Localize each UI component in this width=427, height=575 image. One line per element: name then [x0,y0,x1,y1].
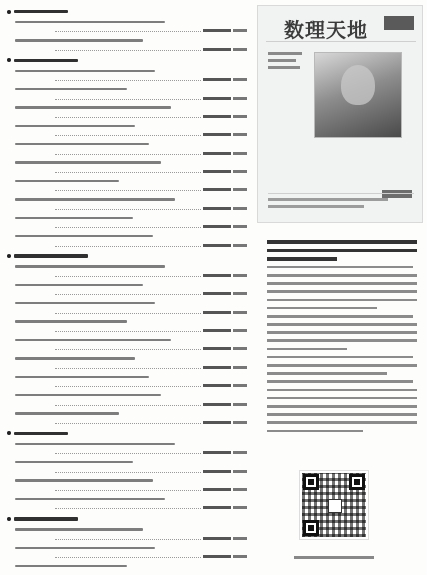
leader-dots [55,80,201,81]
cover-caption [268,52,304,73]
toc-section-heading [7,252,247,261]
toc-entry[interactable] [7,299,247,307]
entry-page [233,311,247,314]
toc-entry-meta [7,382,247,390]
entry-title [15,265,165,267]
entry-page [233,274,247,277]
toc-entry[interactable] [7,36,247,44]
entry-page [233,384,247,387]
leader-dots [55,276,201,277]
entry-author [203,403,231,406]
section-bullet-icon [7,58,11,62]
leader-dots [55,313,201,314]
entry-page [233,97,247,100]
toc-entry-meta [7,223,247,231]
leader-dots [55,31,201,32]
leader-dots [55,453,201,454]
entry-title [15,339,171,341]
toc-entry[interactable] [7,409,247,417]
toc-entry[interactable] [7,195,247,203]
entry-page [233,451,247,454]
entry-title [15,565,127,567]
qr-code[interactable] [300,471,368,539]
entry-title [15,376,149,378]
entry-author [203,274,231,277]
toc-entry[interactable] [7,317,247,325]
entry-page [233,78,247,81]
entry-page [233,115,247,118]
entry-page [233,244,247,247]
toc-section-heading [7,429,247,438]
entry-page [233,152,247,155]
leader-dots [55,368,201,369]
toc-entry-meta [7,553,247,561]
table-of-contents [7,4,247,571]
entry-title [15,498,165,500]
toc-entry[interactable] [7,336,247,344]
toc-section-heading [7,7,247,16]
magazine-cover [257,5,423,223]
section-title [14,517,78,520]
toc-entry[interactable] [7,439,247,447]
entry-title [15,70,155,72]
toc-entry-meta [7,204,247,212]
entry-title [15,21,165,23]
entry-page [233,133,247,136]
qr-caption [278,544,390,563]
leader-dots [55,246,201,247]
entry-title [15,198,175,200]
toc-entry[interactable] [7,103,247,111]
leader-dots [55,386,201,387]
toc-entry-meta [7,271,247,279]
entry-page [233,292,247,295]
entry-title [15,88,127,90]
toc-entry-meta [7,308,247,316]
section-title [14,59,78,62]
entry-title [15,143,149,145]
qr-finder [349,474,365,490]
section-title [14,432,68,435]
toc-entry[interactable] [7,372,247,380]
entry-page [233,537,247,540]
entry-title [15,461,133,463]
entry-page [233,170,247,173]
entry-author [203,244,231,247]
entry-title [15,357,135,359]
entry-author [203,311,231,314]
entry-page [233,366,247,369]
entry-author [203,97,231,100]
cover-portrait-image [314,52,402,138]
leader-dots [55,117,201,118]
entry-author [203,366,231,369]
cover-masthead [266,12,416,42]
toc-entry-meta [7,418,247,426]
entry-page [233,225,247,228]
entry-title [15,547,155,549]
toc-entry[interactable] [7,140,247,148]
entry-title [15,284,143,286]
leader-dots [55,472,201,473]
toc-entry-meta [7,45,247,53]
entry-page [233,555,247,558]
entry-author [203,133,231,136]
entry-title [15,394,161,396]
entry-author [203,207,231,210]
entry-page [233,347,247,350]
leader-dots [55,190,201,191]
toc-entry[interactable] [7,354,247,362]
entry-author [203,225,231,228]
leader-dots [55,539,201,540]
entry-title [15,443,175,445]
entry-author [203,170,231,173]
toc-section-heading [7,56,247,65]
toc-entry-meta [7,485,247,493]
toc-entry[interactable] [7,18,247,26]
section-bullet-icon [7,10,11,14]
leader-dots [55,405,201,406]
section-bullet-icon [7,517,11,521]
leader-dots [55,172,201,173]
toc-entry-meta [7,449,247,457]
toc-entry[interactable] [7,262,247,270]
entry-page [233,329,247,332]
section-bullet-icon [7,254,11,258]
entry-page [233,488,247,491]
entry-title [15,161,161,163]
copyright-notice [257,234,423,452]
toc-list [7,7,247,571]
entry-author [203,555,231,558]
toc-entry[interactable] [7,66,247,74]
entry-page [233,470,247,473]
toc-entry-meta [7,534,247,542]
toc-entry-meta [7,504,247,512]
entry-page [233,506,247,509]
toc-entry-meta [7,241,247,249]
toc-entry-meta [7,290,247,298]
toc-entry[interactable] [7,525,247,533]
entry-author [203,488,231,491]
toc-entry[interactable] [7,458,247,466]
entry-author [203,329,231,332]
entry-author [203,384,231,387]
leader-dots [55,331,201,332]
entry-page [233,207,247,210]
entry-title [15,125,135,127]
leader-dots [55,227,201,228]
entry-author [203,506,231,509]
toc-entry-meta [7,467,247,475]
toc-entry-meta [7,363,247,371]
toc-entry-meta [7,27,247,35]
leader-dots [55,99,201,100]
cover-title: 数理天地 [284,18,368,42]
entry-title [15,479,153,481]
toc-entry-meta [7,345,247,353]
entry-page [233,403,247,406]
toc-entry[interactable] [7,85,247,93]
leader-dots [55,423,201,424]
toc-entry-meta [7,112,247,120]
section-title [14,254,88,257]
leader-dots [55,294,201,295]
entry-author [203,152,231,155]
qr-finder [303,474,319,490]
toc-entry-meta [7,149,247,157]
entry-author [203,470,231,473]
entry-author [203,347,231,350]
toc-entry-meta [7,400,247,408]
entry-author [203,48,231,51]
toc-entry[interactable] [7,543,247,551]
toc-entry[interactable] [7,232,247,240]
leader-dots [55,135,201,136]
toc-entry[interactable] [7,213,247,221]
leader-dots [55,209,201,210]
qr-finder [303,520,319,536]
toc-entry[interactable] [7,391,247,399]
cover-badge [384,16,414,30]
toc-entry-meta [7,76,247,84]
leader-dots [55,490,201,491]
section-bullet-icon [7,431,11,435]
toc-entry[interactable] [7,280,247,288]
entry-author [203,78,231,81]
cover-footer [268,193,414,212]
toc-entry-meta [7,186,247,194]
section-title [14,10,68,13]
entry-title [15,528,143,530]
entry-page [233,48,247,51]
entry-page [233,29,247,32]
leader-dots [55,154,201,155]
qr-logo [328,499,342,513]
leader-dots [55,557,201,558]
toc-entry-meta [7,326,247,334]
entry-title [15,302,155,304]
toc-entry[interactable] [7,121,247,129]
toc-entry-meta [7,131,247,139]
entry-author [203,292,231,295]
toc-entry[interactable] [7,476,247,484]
entry-title [15,180,119,182]
entry-title [15,235,153,237]
leader-dots [55,349,201,350]
toc-entry[interactable] [7,562,247,570]
entry-page [233,421,247,424]
toc-section-heading [7,514,247,523]
toc-entry-meta [7,167,247,175]
entry-author [203,537,231,540]
toc-entry[interactable] [7,495,247,503]
entry-author [203,29,231,32]
entry-title [15,106,171,108]
leader-dots [55,50,201,51]
entry-page [233,188,247,191]
notice-heading [267,240,417,261]
leader-dots [55,508,201,509]
toc-entry[interactable] [7,177,247,185]
entry-title [15,412,119,414]
entry-title [15,320,127,322]
entry-author [203,421,231,424]
notice-body [267,266,417,432]
toc-entry-meta [7,94,247,102]
entry-author [203,451,231,454]
entry-author [203,115,231,118]
toc-entry[interactable] [7,158,247,166]
entry-author [203,188,231,191]
entry-title [15,39,143,41]
entry-title [15,217,133,219]
